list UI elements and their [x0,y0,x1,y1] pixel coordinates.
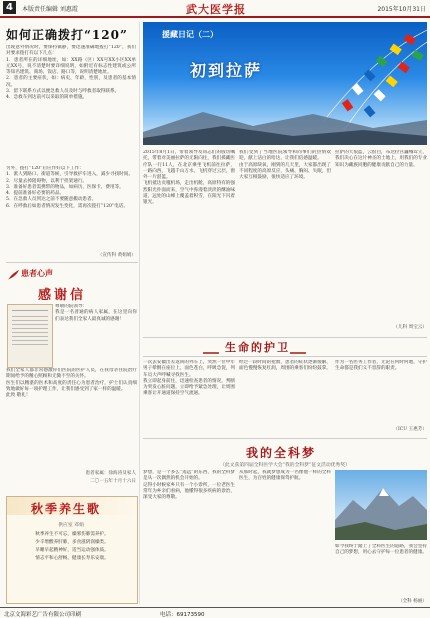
paragraph: 1．派人到路口、街道等候，引导救护车进入，减少寻找时间。 [6,172,133,178]
guardian-column-3 [335,360,427,424]
dream-author: （全科 杨丽） [397,599,427,604]
wing-right-icon [290,341,306,347]
article-title-120: 如何正确拨打“120” [6,28,128,42]
letter-body-2 [6,368,137,468]
paragraph: 如今我终于踏上了全科医生的道路，我会坚持自己的梦想，用心去守护每一位患者的健康。 [335,544,427,556]
voice-section-label: 患者心声 [21,269,53,278]
letter-body [55,304,137,366]
paragraph: 1．患者所在的详细地址，如：XX路（区）XX号XX小区XX单元XX号，说不清楚时要详细说明，如附近有标志性建筑或公所等知名建筑、商场、饭店、路口等，说明清楚地址。 [6,57,136,76]
issue-date: 2015年10月31日 [377,6,426,13]
poem-author: 供应室 邓娟 [58,523,84,528]
article-120-author: （宣传科 黄娟娟） [97,253,136,258]
paragraph: 我们受到了当地医院领导和同事们的热情欢迎，献上洁白的哈达，让我们倍感温暖。 [239,150,331,162]
poem-lines [15,531,129,597]
article-120-body-2 [6,166,136,250]
paragraph: 我们全家人都非常感激你们医院的医护人员，在我母亲住院治疗期间给予的精心照顾和无微不至的关怀。 [6,368,137,380]
poem-line: 少辛增酸养肝肺，多食滋阴润燥类。 [35,540,109,545]
poem-line: 情志平和心舒畅，健康长寿乐安康。 [35,556,109,561]
paragraph: 2015年8月1日，带着领导及同志们的殷切嘱托，带着对美丽拉萨的无限向往，我们援藏医疗队一行11人，在北京乘坐飞机前往拉萨，一路向西，飞越千山万水，飞机穿过云层，窗外一片湛蓝。 [143,150,235,181]
diary-series-label: 援藏日记（二） [162,30,218,39]
guardian-column-1 [143,360,235,434]
paragraph: 6．在呼救后如患者情况发生变化，需再次拨打“120”电话。 [6,203,129,209]
edition-info: 本版责任编辑 刘惠霞 [22,6,78,13]
paragraph: 4．提前准备好必要的药品。 [6,191,65,197]
thank-you-title: 感谢信 [38,288,87,303]
letter-salutation: 尊敬的院领导： [55,304,88,309]
diary-column-3 [335,150,427,320]
guardian-column-2 [239,360,331,434]
phone: 电话：69173590 [160,612,205,618]
letter-signature: 患者家属：徐海涛及家人 [85,471,136,476]
paragraph: 我是一名普通的病人家属，在这里向你们表达我们全家人最真诚的感谢！ [55,310,137,322]
paragraph: 经过一段时间的抢救，患者的症状逐渐缓解，面色慢慢恢复红润，周围的乘客们纷纷鼓掌。 [239,360,331,372]
letter-photo [7,304,53,368]
paragraph: 记得小时候家乡只有一个小诊所，一位老医生常年为乡亲们看病，他懂得很多疾病的诊治，深受大家的尊敬。 [143,482,235,501]
paragraph: 5．在急救人员到达之前不要随意搬动患者。 [6,197,97,203]
feather-icon [6,269,20,281]
guardian-title: 生命的护卫 [225,341,290,354]
article-120-body [6,45,136,163]
poem-line: 早睡早起精神好，适当运动强体质。 [35,548,109,553]
paragraph: 出现意外情况时，要保持镇静，要迅速准确地拨打“120”，我们对要求拨打有以下几点： [6,45,136,57]
paragraph: 3．准备好患者需携带的物品，如病历、医保卡、费用等。 [6,184,124,190]
paragraph: 梦想，是一个多么“遥远”的东西，我的全科梦是从一次偶然的机会开始的。 [143,470,235,482]
mountain-illustration [335,470,427,540]
paragraph: 2．尽量去掉阻碍物，以利于担架通行。 [6,178,88,184]
letter-closing: 此致 敬礼！ [6,393,31,399]
masthead: 武大医学报 [186,3,246,16]
diary-column-2 [239,150,331,330]
dream-column-3 [335,544,427,596]
paragraph: 医生们以精湛的医术和高度的责任心为患者治疗，护士们认真细致地做好每一项护理工作，让我们感受到了家一样的温暖。 [6,380,137,392]
paragraph: 拉萨的天很蓝，云很白，布达拉宫巍峨耸立，我们决心在这片神圣的土地上，用我们的专业知识为藏族同胞的健康贡献自己的力量。 [335,150,427,168]
poem-box [6,496,138,604]
wing-left-icon [203,341,219,347]
paragraph: 我立即起身前往，迅速检查患者的情况，判断为突发心脏问题，立即给予紧急处理，让周围乘客让开通道保持空气流通。 [143,378,235,397]
paragraph: 从那时起，我就梦想成为一名像他一样的全科医生，为百姓的健康保驾护航。 [239,470,331,482]
poem-line: 秋季养生不可忘，燥邪伤肺需养护。 [35,532,109,537]
paragraph: 3．留下联系方式以便急救人员及时与呼救者取得联系。 [6,89,120,95]
paragraph: 作为一名医务工作者，无论在何时何地，守护生命都是我们义不容辞的职责。 [335,360,427,372]
paragraph: 飞机抵达贡嘎机场，走出机舱，高原特有的强烈阳光扑面而来，空气中弥漫着淡淡的酥油味道，远处的山峰上覆盖着积雪，在阳光下闪着银光。 [143,181,235,206]
diary-author: （儿科 周宝云） [393,325,427,330]
letter-date: 二〇一五年十月十六日 [90,479,136,484]
voice-section-header [6,268,66,282]
dream-column-1 [143,470,235,602]
page-footer [0,607,430,618]
paragraph: 一次去安徽出差返回的列车上，突然一位中年男子晕倒在座位上，面色苍白，呼吸急促，列车员大声呼喊寻找医生。 [143,360,235,378]
column-rule [139,22,140,604]
diary-title: 初到拉萨 [190,61,263,80]
dream-title: 我的全科梦 [246,446,317,460]
paragraph: 由于高原缺氧，刚到的几天里，大家都出现了不同程度的高原反应，头痛、胸闷、失眠，但大家互相鼓励，很快适应了环境。 [239,162,331,181]
dream-subtitle: （此文获第四届全科医学大会“我的全科梦”征文活动优秀奖） [220,463,350,468]
dream-column-2 [239,470,331,602]
guardian-author: （ICU 王惠芳） [393,427,427,432]
publisher: 北京文海彩艺广告有限公司印刷 [4,612,82,618]
paragraph: 2．患者的主要症状，如：病史，年龄，性别，及患者的基本情况。 [6,76,136,88]
mountain-photo [335,470,427,540]
paragraph: 4．急救车到达前可以采取的简单措施。 [6,95,88,101]
divider [6,262,138,263]
paragraph: 另外，拨打“120”后应作好以下工作： [6,166,84,171]
page-number: 4 [3,1,16,14]
diary-column-1 [143,150,235,330]
poem-title: 秋季养生歌 [31,502,102,516]
divider [143,438,427,439]
